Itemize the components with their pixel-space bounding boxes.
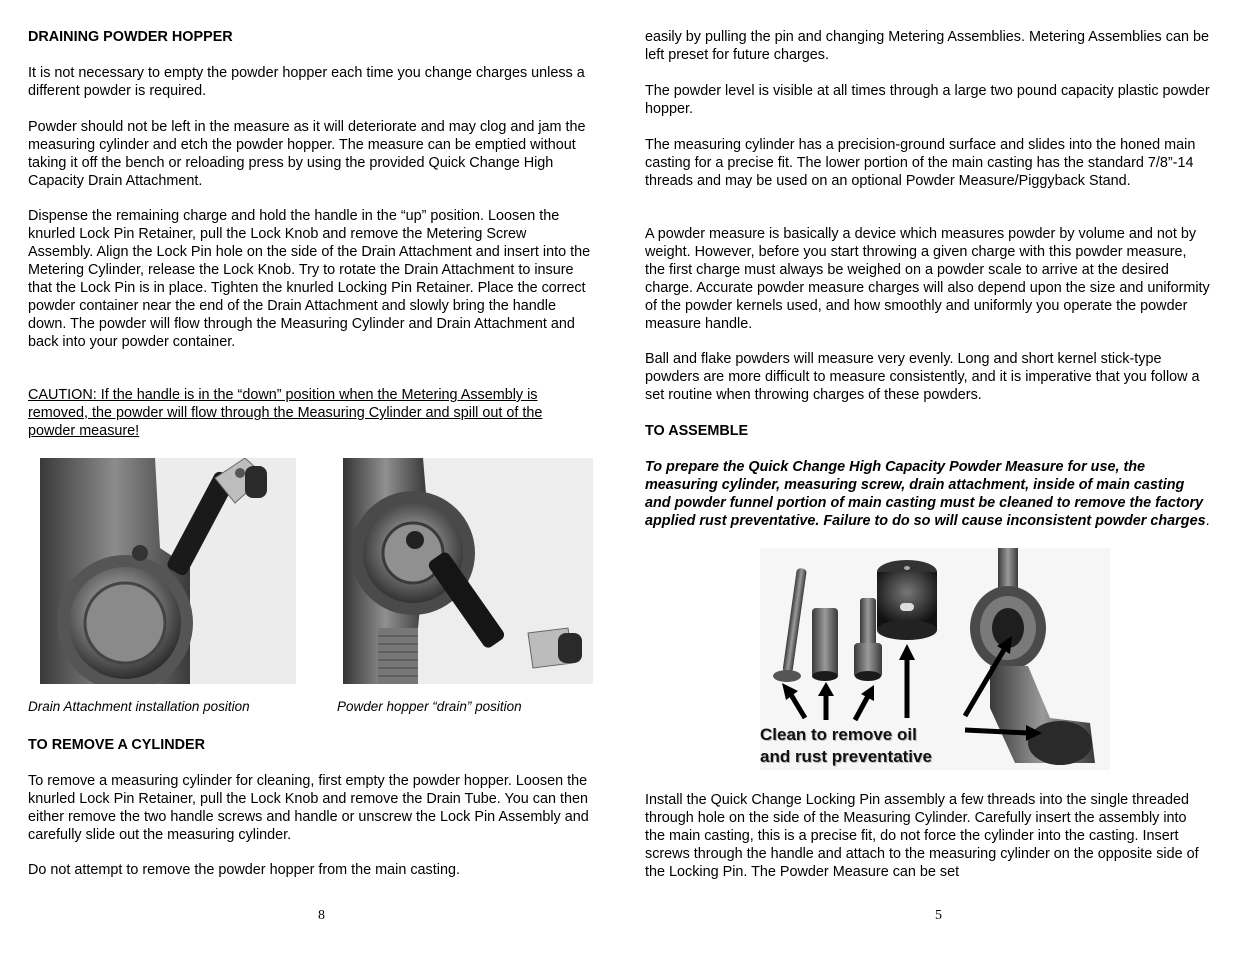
paragraph-remove-cylinder: To remove a measuring cylinder for cleaning, first empty the powder hopper. Loosen the knurled Lock Pin Retainer, pull the Lock Knob and remove the Drain Tube. You can then either remove the two handle screws and handle or unscrew the Lock Pin Assembly and carefully slide out the measuring cylinder. — [28, 773, 589, 843]
paragraph-metering-assemblies: easily by pulling the pin and changing Metering Assemblies. Metering Assemblies can be left preset for future charges. — [645, 29, 1209, 63]
heading-to-assemble: TO ASSEMBLE — [645, 423, 749, 439]
paragraph-measuring-cylinder: The measuring cylinder has a precision-ground surface and slides into the honed main casting for a precise fit. The lower portion of the main casting has the standard 7/8”-14 threads and may be used on an optional Powder Measure/Piggyback Stand. — [645, 137, 1196, 189]
paragraph-cleaning-instruction — [645, 458, 1210, 530]
cleaning-warning-period: . — [1205, 513, 1210, 529]
paragraph-volume-measure: A powder measure is basically a device which measures powder by volume and not by weight. However, before you start throwing a given charge with this powder measure, the first charge must always be weighed on a powder scale to arrive at the desired charge. Accurate powder measure charges will also depend upon the size and uniformity of the powder kernels used, and how smoothly and uniformly you operate the powder measure handle. — [645, 226, 1210, 332]
left-page — [28, 0, 593, 954]
caption-hopper-drain: Powder hopper “drain” position — [337, 698, 522, 714]
drain-attachment-illustration — [40, 458, 296, 684]
paragraph-drain-procedure: Dispense the remaining charge and hold the handle in the “up” position. Loosen the knurled Lock Pin Retainer, pull the Lock Knob and remove the Metering Screw Assembly. Align the Lock Pin hole on the side of the Drain Attachment and insert into the Metering Cylinder, release the Lock Knob. Try to rotate the Drain Attachment to insure that the Lock Pin is in place. Tighten the knurled Locking Pin Retainer. Place the correct powder container near the end of the Drain Attachment and slowly bring the handle down. The powder will flow through the Measuring Cylinder and Drain Attachment and back into your powder container. — [28, 208, 591, 350]
photo-drain-attachment-installation — [40, 458, 296, 684]
heading-draining-powder-hopper: DRAINING POWDER HOPPER — [28, 29, 233, 45]
page-number-left: 8 — [318, 908, 325, 923]
photo-label-line2: and rust preventative — [760, 747, 932, 766]
paragraph-install-locking-pin: Install the Quick Change Locking Pin assembly a few threads into the single threaded through hole on the side of the Measuring Cylinder. Carefully insert the assembly into the main casting, this is a precise fit, do not force the cylinder into the casting. Insert screws through the handle and attach to the measuring cylinder on the opposite side of the Locking Pin. The Powder Measure can be set — [645, 792, 1199, 880]
paragraph-powder-types: Ball and flake powders will measure very evenly. Long and short kernel stick-type powders are more difficult to measure consistently, and it is imperative that you follow a set routine when throwing charges of these powders. — [645, 351, 1200, 403]
cleaning-warning-emphasis: To prepare the Quick Change High Capacity Powder Measure for use, the measuring cylinder, measuring screw, drain attachment, inside of main casting and powder funnel portion of main casting must be cleaned to remove the factory applied rust preventative. Failure to do so will cause inconsistent powder charges — [645, 459, 1206, 529]
photo-parts-to-clean — [760, 548, 1110, 770]
caution-note: CAUTION: If the handle is in the “down” position when the Metering Assembly is removed, the powder will flow through the Measuring Cylinder and spill out of the powder measure! — [28, 387, 543, 439]
photo-powder-hopper-drain — [343, 458, 593, 684]
paragraph-powder-storage: Powder should not be left in the measure as it will deteriorate and may clog and jam the measuring cylinder and etch the powder hopper. The measure can be emptied without taking it off the bench or reloading press by using the provided Quick Change High Capacity Drain Attachment. — [28, 119, 586, 189]
paragraph-hopper-empty: It is not necessary to empty the powder hopper each time you change charges unless a different powder is required. — [28, 65, 585, 99]
page-number-right: 5 — [935, 908, 942, 923]
photo-label-line1: Clean to remove oil — [760, 725, 917, 744]
hopper-drain-illustration — [343, 458, 593, 684]
paragraph-powder-level: The powder level is visible at all times through a large two pound capacity plastic powder hopper. — [645, 83, 1210, 117]
right-page — [645, 0, 1210, 954]
heading-to-remove-a-cylinder: TO REMOVE A CYLINDER — [28, 737, 205, 753]
caption-drain-installation: Drain Attachment installation position — [28, 698, 250, 714]
paragraph-hopper-warning: Do not attempt to remove the powder hopper from the main casting. — [28, 862, 460, 878]
